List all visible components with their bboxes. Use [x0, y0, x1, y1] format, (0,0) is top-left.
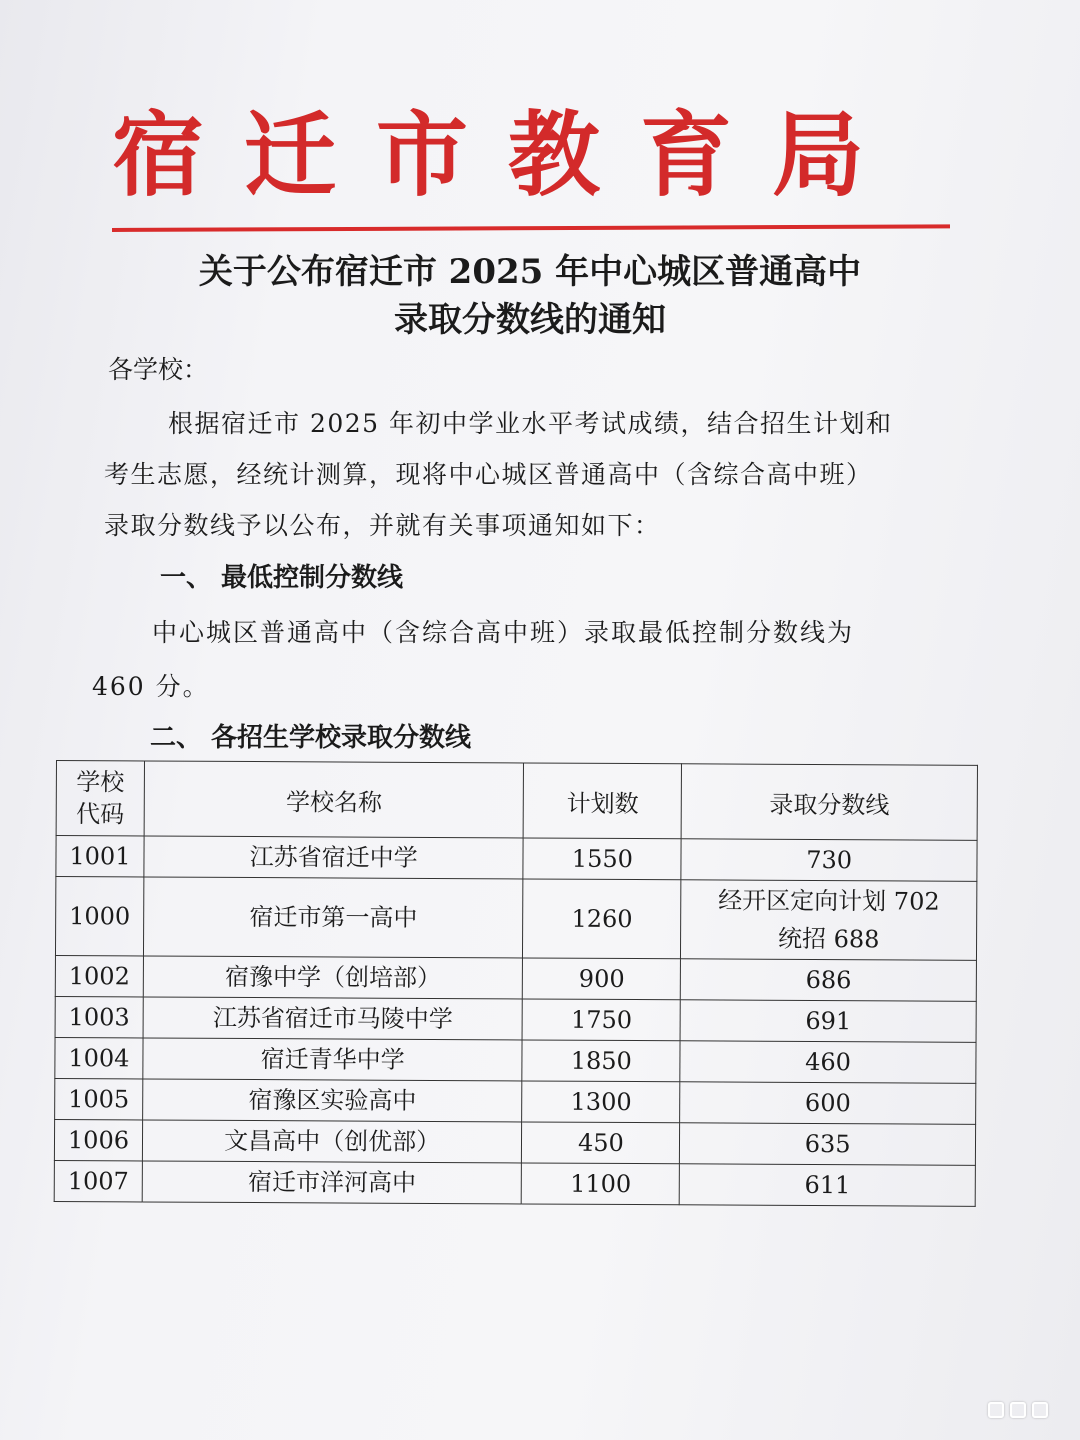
cell-code: 1005: [55, 1078, 143, 1119]
cell-plan: 1550: [523, 838, 681, 880]
intro-line-1: 根据宿迁市 2025 年初中学业水平考试成绩，结合招生计划和: [168, 409, 893, 438]
cell-score: 460: [680, 1041, 976, 1084]
red-divider-rule: [112, 224, 950, 232]
cell-score: 686: [681, 959, 977, 1002]
table-row: [55, 877, 976, 961]
header-admission-score: 录取分数线: [681, 764, 977, 841]
section-1-line-2: 460 分。: [92, 672, 210, 701]
section-1-heading: 一、 最低控制分数线: [160, 563, 404, 593]
section-1-paragraph: [92, 606, 952, 714]
table-row: [55, 1037, 976, 1083]
watermark-square-icon: [1010, 1402, 1026, 1418]
table-row: [55, 1078, 976, 1124]
watermark-square-icon: [1032, 1402, 1048, 1418]
notice-title: [100, 248, 960, 344]
table-row: [54, 1119, 975, 1165]
section-2-heading: 二、 各招生学校录取分数线: [150, 723, 472, 753]
table-row: [56, 836, 977, 882]
cell-name: 江苏省宿迁市马陵中学: [143, 997, 523, 1040]
header-school-code: [56, 761, 144, 836]
watermark-mark: [988, 1398, 1068, 1422]
table-row: [54, 1160, 975, 1206]
cell-name: 宿豫中学（创培部）: [143, 956, 523, 999]
table-row: [55, 996, 976, 1042]
cell-code: 1003: [55, 996, 143, 1037]
intro-line-2: 考生志愿，经统计测算，现将中心城区普通高中（含综合高中班）: [104, 460, 873, 489]
cell-plan: 900: [523, 958, 681, 1000]
table-header-row: [56, 761, 977, 841]
cell-plan: 1750: [523, 999, 681, 1041]
cell-plan: 450: [522, 1122, 680, 1164]
cell-code: 1007: [54, 1160, 142, 1201]
cell-code: 1006: [54, 1119, 142, 1160]
score-table-wrapper: [54, 760, 978, 1207]
section-1-line-1: 中心城区普通高中（含综合高中班）录取最低控制分数线为: [152, 618, 855, 647]
cell-name: 江苏省宿迁中学: [144, 836, 524, 879]
cell-score-line-1: 经开区定向计划 702: [718, 886, 940, 916]
intro-line-3: 录取分数线予以公布，并就有关事项通知如下：: [104, 511, 661, 540]
intro-paragraph: [104, 398, 954, 551]
score-table: [54, 760, 978, 1207]
cell-score: 730: [681, 839, 977, 882]
header-code-line-2: 代码: [76, 800, 125, 829]
cell-code: 1004: [55, 1037, 143, 1078]
cell-name: 宿迁市第一高中: [143, 877, 523, 958]
notice-title-line-1: 关于公布宿迁市 2025 年中心城区普通高中: [198, 252, 862, 292]
cell-score: 611: [680, 1164, 976, 1207]
cell-plan: 1260: [523, 879, 681, 959]
cell-score: 635: [680, 1123, 976, 1166]
cell-code: 1002: [55, 955, 143, 996]
cell-name: 宿迁市洋河高中: [142, 1161, 522, 1204]
cell-plan: 1300: [522, 1081, 680, 1123]
cell-plan: 1850: [522, 1040, 680, 1082]
masthead-title: 宿迁市教育局: [112, 101, 905, 209]
notice-title-line-2: 录取分数线的通知: [394, 300, 666, 340]
cell-score: 691: [680, 1000, 976, 1043]
header-school-name: 学校名称: [144, 761, 524, 838]
cell-score: 600: [680, 1082, 976, 1125]
cell-plan: 1100: [522, 1163, 680, 1205]
table-row: [55, 955, 976, 1001]
cell-name: 文昌高中（创优部）: [142, 1120, 522, 1163]
cell-score-line-2: 统招 688: [777, 924, 880, 954]
cell-name: 宿迁青华中学: [143, 1038, 523, 1081]
watermark-square-icon: [988, 1402, 1004, 1418]
cell-score: [681, 880, 977, 961]
salutation: 各学校：: [108, 355, 209, 384]
cell-name: 宿豫区实验高中: [143, 1079, 523, 1122]
cell-code: 1001: [56, 836, 144, 877]
header-plan-count: 计划数: [524, 763, 682, 839]
header-code-line-1: 学校: [76, 768, 125, 797]
cell-code: 1000: [55, 877, 143, 956]
